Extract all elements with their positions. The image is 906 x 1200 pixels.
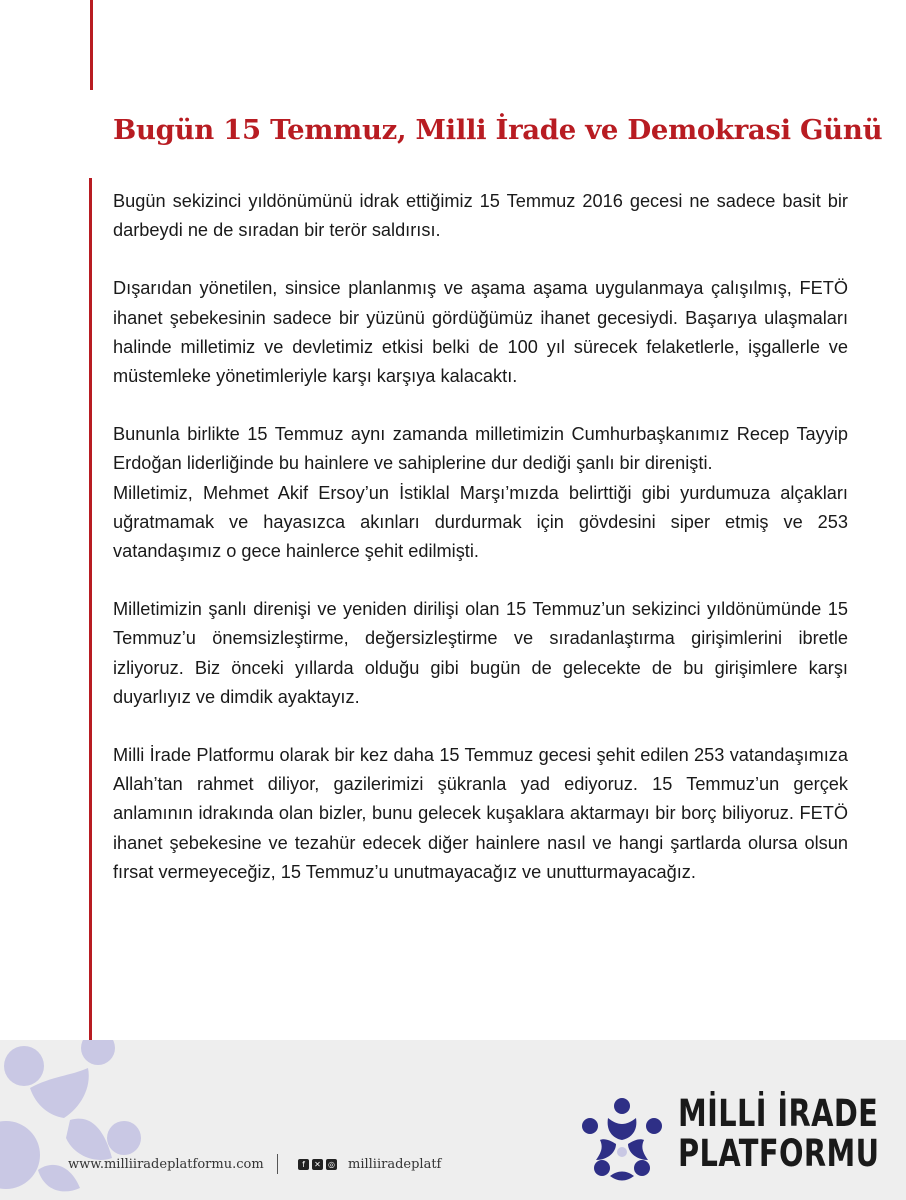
paragraph: Bugün sekizinci yıldönümünü idrak ettiğimiz 15 Temmuz 2016 gecesi ne sadece basit bir darbeydi ne de sıradan bir terör saldırısı. bbox=[113, 191, 848, 241]
instagram-icon[interactable]: ◎ bbox=[326, 1159, 337, 1170]
facebook-icon[interactable]: f bbox=[298, 1159, 309, 1170]
x-icon[interactable]: ✕ bbox=[312, 1159, 323, 1170]
footer bbox=[0, 1040, 906, 1200]
paragraph: Dışarıdan yönetilen, sinsice planlanmış ve aşama aşama uygulanmaya çalışılmış, FETÖ ihanet şebekesinin sadece bir yüzünü gördüğümüz ihanet gecesiydi. Başarıya ulaşmaları halinde milletimiz ve devletimiz etkisi belki de 100 yıl sürecek felaketlerle, işgallerle ve müstemleke yönetimleriyle karşı karşıya kalacaktı. bbox=[113, 278, 848, 387]
top-accent-line bbox=[90, 0, 93, 90]
decorative-people-graphic bbox=[0, 1040, 200, 1200]
paragraph: Milletimiz, Mehmet Akif Ersoy’un İstiklal Marşı’mızda belirttiği gibi yurdumuza alçakları uğratmamak ve hayasızca akınları durdurmak için gövdesini siper etmiş ve 253 vatandaşımız o gece hainlerce şehit edilmişti. bbox=[113, 482, 848, 562]
social-links bbox=[298, 1157, 441, 1172]
logo-line-2: PLATFORMU bbox=[678, 1132, 880, 1175]
body-text bbox=[113, 187, 848, 887]
paragraph: Bununla birlikte 15 Temmuz aynı zamanda milletimizin Cumhurbaşkanımız Recep Tayyip Erdoğan liderliğinde bu hainlere ve sahiplerine dur dediği şanlı bir direnişti. bbox=[113, 424, 848, 474]
logo-line-1: MİLLİ İRADE bbox=[678, 1092, 879, 1135]
paragraph: Milletimizin şanlı direnişi ve yeniden dirilişi olan 15 Temmuz’un sekizinci yıldönümünde 15 Temmuz’u önemsizleştirme, değersizleştirme ve sıradanlaştırma girişimlerini ibretle izliyoruz. Biz önceki yıllarda olduğu gibi bugün de gelecekte de bu girişimlere karşı duyarlıyız ve dimdik ayaktayız. bbox=[113, 599, 848, 707]
logo-wordmark bbox=[678, 1094, 879, 1174]
social-handle[interactable]: milliiradeplatf bbox=[348, 1157, 442, 1172]
website-link[interactable]: www.milliiradeplatformu.com bbox=[68, 1157, 264, 1172]
page-title: Bugün 15 Temmuz, Milli İrade ve Demokrasi Günü bbox=[113, 114, 883, 146]
logo-icon bbox=[578, 1096, 666, 1184]
paragraph: Milli İrade Platformu olarak bir kez daha 15 Temmuz gecesi şehit edilen 253 vatandaşımıza Allah’tan rahmet diliyor, gazilerimizi şükranla yad ediyoruz. 15 Temmuz’un gerçek anlamının idrakında olan bizler, bunu gelecek kuşaklara aktarmayı bir borç biliyoruz. FETÖ ihanet şebekesine ve tezahür edecek diğer hainlere nasıl ve hangi şartlarda olursa olsun fırsat vermeyeceğiz, 15 Temmuz’u unutmayacağız ve unutturmayacağız. bbox=[113, 745, 848, 882]
footer-divider bbox=[277, 1154, 278, 1174]
left-accent-line bbox=[89, 178, 92, 1040]
